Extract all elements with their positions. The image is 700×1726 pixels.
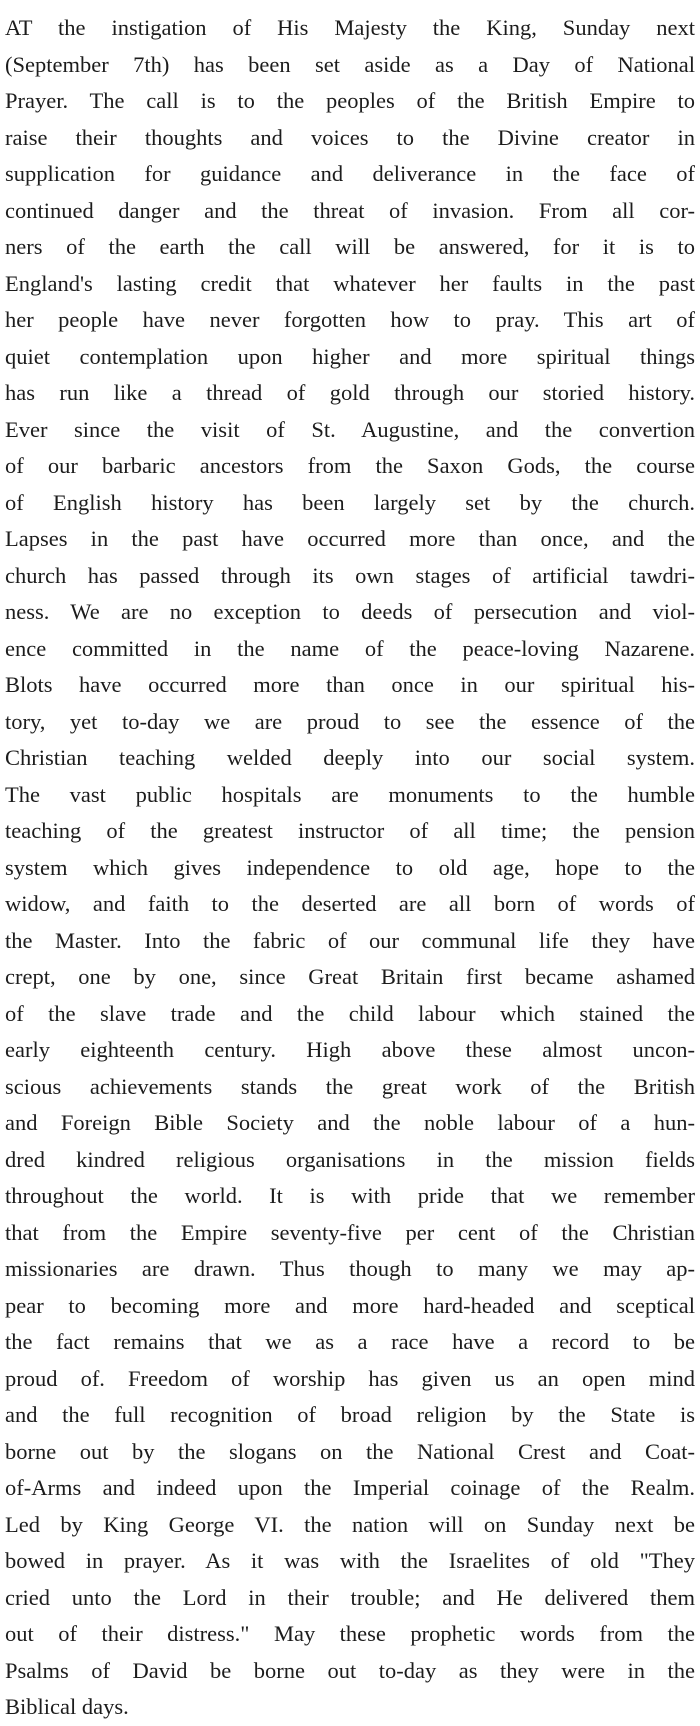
- article-line: teaching of the greatest instructor of all time; the pension: [5, 818, 695, 843]
- article-line: church has passed through its own stages of artificial tawdri-: [5, 562, 695, 588]
- article-line: the Master. Into the fabric of our communal life they have: [5, 927, 695, 953]
- article-line: early eighteenth century. High above these almost uncon-: [5, 1037, 695, 1062]
- article-line: crept, one by one, since Great Britain first became ashamed: [5, 964, 695, 989]
- article-line: system which gives independence to old age, hope to the: [5, 854, 695, 880]
- article-line: Ever since the visit of St. Augustine, and the convertion: [5, 416, 695, 442]
- article-line: of the slave trade and the child labour which stained the: [5, 1000, 695, 1026]
- article-line: cried unto the Lord in their trouble; and He delivered them: [5, 1584, 695, 1610]
- article-line: of English history has been largely set by the church.: [5, 489, 695, 515]
- article-line: Christian teaching welded deeply into our social system.: [5, 745, 695, 770]
- article-line: pear to becoming more and more hard-headed and sceptical: [5, 1292, 695, 1318]
- article-line: Lapses in the past have occurred more than once, and the: [5, 526, 695, 551]
- article-line: ence committed in the name of the peace-loving Nazarene.: [5, 635, 695, 661]
- article-line: out of their distress." May these prophetic words from the: [5, 1621, 695, 1646]
- article-line: and Foreign Bible Society and the noble labour of a hun-: [5, 1110, 695, 1135]
- article-line: England's lasting credit that whatever her faults in the past: [5, 270, 695, 296]
- article-line: of-Arms and indeed upon the Imperial coinage of the Realm.: [5, 1475, 695, 1500]
- article-line: AT the instigation of His Majesty the King, Sunday next: [5, 15, 695, 40]
- article-line: raise their thoughts and voices to the Divine creator in: [5, 124, 695, 150]
- article-line: ners of the earth the call will be answered, for it is to: [5, 234, 695, 259]
- article-line: continued danger and the threat of invasion. From all cor-: [5, 197, 695, 223]
- article-line: has run like a thread of gold through our storied history.: [5, 380, 695, 405]
- article-line: Prayer. The call is to the peoples of the British Empire to: [5, 88, 695, 113]
- article-line: Biblical days.: [5, 1694, 129, 1719]
- article-line: Psalms of David be borne out to-day as they were in the: [5, 1657, 695, 1683]
- article-line: dred kindred religious organisations in the mission fields: [5, 1146, 695, 1172]
- article-line: ness. We are no exception to deeds of persecution and viol-: [5, 599, 695, 624]
- article-line: throughout the world. It is with pride that we remember: [5, 1183, 695, 1208]
- article-line: quiet contemplation upon higher and more spiritual things: [5, 343, 695, 369]
- article-line: scious achievements stands the great work of the British: [5, 1073, 695, 1099]
- article-line: the fact remains that we as a race have a record to be: [5, 1329, 695, 1354]
- article-line: The vast public hospitals are monuments to the humble: [5, 781, 695, 807]
- article-line: widow, and faith to the deserted are all born of words of: [5, 891, 695, 916]
- article-line: proud of. Freedom of worship has given us an open mind: [5, 1365, 695, 1391]
- article-line: tory, yet to-day we are proud to see the essence of the: [5, 708, 695, 734]
- article-line: and the full recognition of broad religion by the State is: [5, 1402, 695, 1427]
- article-line: her people have never forgotten how to pray. This art of: [5, 307, 695, 332]
- article-line: missionaries are drawn. Thus though to many we may ap-: [5, 1256, 695, 1281]
- article-line: Led by King George VI. the nation will on Sunday next be: [5, 1511, 695, 1537]
- article-line: supplication for guidance and deliverance in the face of: [5, 161, 695, 186]
- article-body: [5, 10, 695, 1726]
- article-line: Blots have occurred more than once in our spiritual his-: [5, 672, 695, 697]
- article-line: (September 7th) has been set aside as a Day of National: [5, 51, 695, 77]
- article-line: of our barbaric ancestors from the Saxon Gods, the course: [5, 453, 695, 478]
- article-line: bowed in prayer. As it was with the Israelites of old "They: [5, 1548, 695, 1573]
- article-line: that from the Empire seventy-five per cent of the Christian: [5, 1219, 695, 1245]
- article-line: borne out by the slogans on the National Crest and Coat-: [5, 1438, 695, 1464]
